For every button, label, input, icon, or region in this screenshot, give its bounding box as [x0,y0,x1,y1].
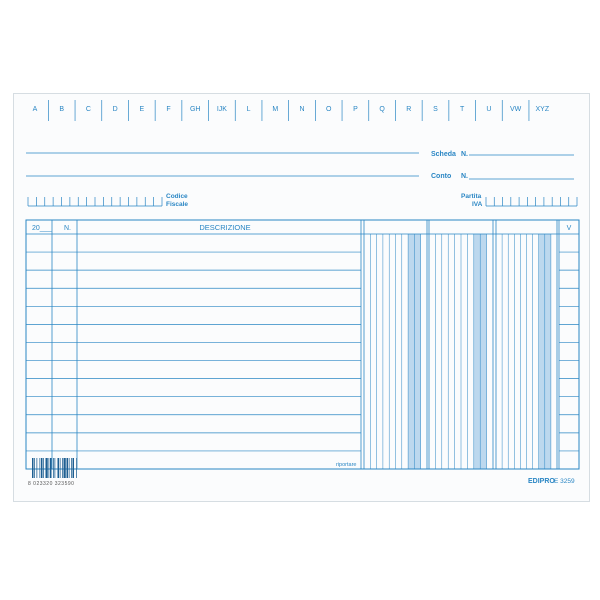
ledger-card [13,93,590,502]
amount-column-shading [408,234,551,469]
number-column-header: N. [64,225,71,232]
index-letter: D [112,106,118,113]
year-column-header: 20___ [32,225,52,232]
index-letter-tabs [33,106,550,113]
barcode-bar [50,458,52,478]
index-letter: GH [189,106,201,113]
index-letter: Q [379,106,385,113]
index-letter: U [486,106,492,113]
index-letter: T [460,106,465,113]
barcode-bar [40,458,41,478]
barcode-bar [32,458,34,478]
conto-label: Conto [431,173,452,180]
barcode-bar [37,458,38,478]
scheda-label: Scheda [431,151,456,158]
index-letter: F [166,106,171,113]
barcode-bar [58,458,60,478]
codice-fiscale-boxes [28,197,162,206]
barcode-bar [67,458,69,478]
ledger-form [14,94,591,503]
barcode-bar [69,458,70,478]
index-letter: E [139,106,145,113]
barcode [32,458,77,478]
barcode-number: 8 023320 323590 [28,481,75,487]
barcode-bar [34,458,35,478]
index-letter: A [32,106,38,113]
index-letter: R [406,106,412,113]
index-letter: O [325,106,332,113]
partita-iva-boxes [486,197,577,206]
index-letter: S [433,106,438,113]
barcode-bar [76,458,77,478]
barcode-bar [41,458,43,478]
check-column-header: V [566,225,572,232]
index-letter: XYZ [535,106,550,113]
index-letter: VW [509,106,522,113]
iva-label: IVA [472,201,483,208]
index-letter: N [299,106,305,113]
index-dividers [48,100,529,121]
index-letter: IJK [216,106,227,113]
barcode-bar [64,458,66,478]
barcode-bar [55,458,56,478]
barcode-bar [53,458,54,478]
index-letter: C [85,106,91,113]
partita-label: Partita [461,193,482,200]
barcode-bar [62,458,63,478]
barcode-bar [43,458,44,478]
barcode-bar [60,458,61,478]
fiscale-label: Fiscale [166,201,189,208]
index-letter: P [353,106,358,113]
index-letter: M [272,106,279,113]
barcode-bar [73,458,75,478]
codice-label: Codice [166,193,188,200]
scheda-number-prefix: N. [461,151,468,158]
barcode-bar [46,458,48,478]
carry-forward-label: riportare [336,462,357,468]
conto-number-prefix: N. [461,173,468,180]
index-letter: B [59,106,65,113]
barcode-bar [49,458,50,478]
index-letter: L [246,106,251,113]
brand-logo: EDIPRO [528,478,555,485]
barcode-bar [71,458,72,478]
product-code: E 3259 [554,478,575,485]
description-column-header: DESCRIZIONE [199,223,251,232]
